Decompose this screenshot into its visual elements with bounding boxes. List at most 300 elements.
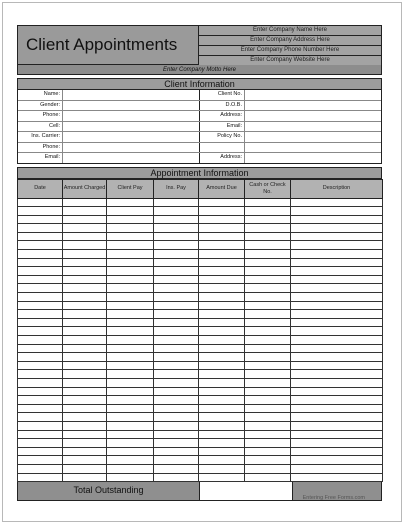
- client-no-label: Client No.: [200, 90, 245, 100]
- table-cell[interactable]: [18, 387, 63, 396]
- table-cell[interactable]: [154, 404, 199, 413]
- table-row: [18, 267, 383, 276]
- table-cell[interactable]: [154, 387, 199, 396]
- table-cell[interactable]: [291, 232, 383, 241]
- dob-field[interactable]: [245, 101, 381, 111]
- table-cell[interactable]: [107, 353, 154, 362]
- client-no-field[interactable]: [245, 90, 381, 100]
- form-title: Client Appointments: [18, 26, 199, 64]
- table-cell[interactable]: [245, 404, 291, 413]
- table-cell[interactable]: [18, 318, 63, 327]
- table-cell[interactable]: [107, 327, 154, 336]
- table-cell[interactable]: [18, 439, 63, 448]
- table-cell[interactable]: [245, 267, 291, 276]
- table-cell[interactable]: [291, 327, 383, 336]
- table-cell[interactable]: [291, 293, 383, 302]
- table-cell[interactable]: [245, 387, 291, 396]
- table-cell[interactable]: [107, 387, 154, 396]
- table-cell[interactable]: [291, 387, 383, 396]
- table-cell[interactable]: [107, 232, 154, 241]
- table-cell[interactable]: [63, 473, 107, 482]
- table-cell[interactable]: [18, 267, 63, 276]
- table-cell[interactable]: [291, 396, 383, 405]
- table-row: [18, 430, 383, 439]
- table-row: [18, 456, 383, 465]
- table-cell[interactable]: [154, 361, 199, 370]
- appointment-form: [17, 25, 382, 501]
- table-cell[interactable]: [291, 318, 383, 327]
- table-cell[interactable]: [107, 215, 154, 224]
- table-cell[interactable]: [291, 413, 383, 422]
- table-row: [18, 250, 383, 259]
- table-cell[interactable]: [199, 430, 245, 439]
- table-row: [18, 447, 383, 456]
- table-row: [18, 439, 383, 448]
- table-cell[interactable]: [63, 224, 107, 233]
- table-cell[interactable]: [245, 224, 291, 233]
- table-cell[interactable]: [63, 430, 107, 439]
- table-cell[interactable]: [291, 215, 383, 224]
- table-cell[interactable]: [18, 370, 63, 379]
- table-cell[interactable]: [107, 336, 154, 345]
- client-info-row: [18, 143, 381, 154]
- table-cell[interactable]: [18, 250, 63, 259]
- table-cell[interactable]: [245, 318, 291, 327]
- table-cell[interactable]: [107, 404, 154, 413]
- table-cell[interactable]: [107, 447, 154, 456]
- table-cell[interactable]: [199, 275, 245, 284]
- table-cell[interactable]: [245, 284, 291, 293]
- table-cell[interactable]: [63, 413, 107, 422]
- table-cell[interactable]: [291, 421, 383, 430]
- client-info-title: Client Information: [17, 78, 382, 90]
- company-phone-field[interactable]: Enter Company Phone Number Here: [199, 46, 381, 56]
- table-cell[interactable]: [63, 447, 107, 456]
- table-cell[interactable]: [18, 258, 63, 267]
- table-cell[interactable]: [18, 396, 63, 405]
- table-cell[interactable]: [199, 353, 245, 362]
- table-cell[interactable]: [199, 404, 245, 413]
- table-cell[interactable]: [154, 207, 199, 216]
- client-info-row: [18, 122, 381, 133]
- table-cell[interactable]: [245, 327, 291, 336]
- table-cell[interactable]: [154, 318, 199, 327]
- table-cell[interactable]: [63, 370, 107, 379]
- table-cell[interactable]: [107, 413, 154, 422]
- table-cell[interactable]: [107, 275, 154, 284]
- table-cell[interactable]: [18, 344, 63, 353]
- gender-field[interactable]: [63, 101, 200, 111]
- table-cell[interactable]: [291, 439, 383, 448]
- table-cell[interactable]: [245, 378, 291, 387]
- table-cell[interactable]: [18, 284, 63, 293]
- table-cell[interactable]: [63, 215, 107, 224]
- table-cell[interactable]: [199, 456, 245, 465]
- table-cell[interactable]: [63, 207, 107, 216]
- table-cell[interactable]: [107, 250, 154, 259]
- table-cell[interactable]: [18, 413, 63, 422]
- table-cell[interactable]: [154, 215, 199, 224]
- table-cell[interactable]: [18, 310, 63, 319]
- table-cell[interactable]: [63, 275, 107, 284]
- table-cell[interactable]: [199, 301, 245, 310]
- table-cell[interactable]: [154, 327, 199, 336]
- table-cell[interactable]: [18, 301, 63, 310]
- appointment-table: [17, 179, 383, 483]
- company-website-field[interactable]: Enter Company Website Here: [199, 56, 381, 65]
- table-cell[interactable]: [154, 456, 199, 465]
- table-cell[interactable]: [63, 241, 107, 250]
- table-cell[interactable]: [107, 456, 154, 465]
- table-cell[interactable]: [245, 232, 291, 241]
- table-cell[interactable]: [291, 284, 383, 293]
- ins-phone-field[interactable]: [63, 143, 200, 153]
- table-cell[interactable]: [199, 344, 245, 353]
- table-cell[interactable]: [63, 404, 107, 413]
- table-cell[interactable]: [18, 430, 63, 439]
- table-cell[interactable]: [199, 318, 245, 327]
- table-cell[interactable]: [245, 293, 291, 302]
- table-cell[interactable]: [245, 464, 291, 473]
- table-cell[interactable]: [63, 378, 107, 387]
- table-cell[interactable]: [63, 361, 107, 370]
- table-cell[interactable]: [199, 370, 245, 379]
- table-cell[interactable]: [245, 310, 291, 319]
- company-block: [199, 26, 381, 64]
- table-cell[interactable]: [107, 293, 154, 302]
- table-cell[interactable]: [199, 361, 245, 370]
- table-cell[interactable]: [245, 250, 291, 259]
- col-ins-pay: Ins. Pay: [154, 179, 199, 198]
- table-cell[interactable]: [291, 336, 383, 345]
- table-cell[interactable]: [199, 439, 245, 448]
- table-cell[interactable]: [291, 250, 383, 259]
- table-row: [18, 284, 383, 293]
- client-info-row: [18, 153, 381, 163]
- table-cell[interactable]: [245, 421, 291, 430]
- table-cell[interactable]: [107, 378, 154, 387]
- table-cell[interactable]: [18, 215, 63, 224]
- table-cell[interactable]: [199, 241, 245, 250]
- ins-email-field[interactable]: [63, 153, 200, 163]
- table-cell[interactable]: [63, 198, 107, 207]
- table-cell[interactable]: [245, 370, 291, 379]
- table-cell[interactable]: [107, 198, 154, 207]
- table-row: [18, 224, 383, 233]
- col-cash-check: Cash or Check No.: [245, 179, 291, 198]
- table-cell[interactable]: [18, 232, 63, 241]
- table-cell[interactable]: [291, 473, 383, 482]
- table-cell[interactable]: [199, 215, 245, 224]
- table-cell[interactable]: [107, 284, 154, 293]
- table-cell[interactable]: [291, 378, 383, 387]
- table-cell[interactable]: [18, 421, 63, 430]
- table-cell[interactable]: [291, 344, 383, 353]
- table-cell[interactable]: [107, 370, 154, 379]
- table-cell[interactable]: [63, 456, 107, 465]
- table-cell[interactable]: [107, 344, 154, 353]
- table-cell[interactable]: [154, 370, 199, 379]
- ins-address-field[interactable]: [245, 153, 381, 163]
- table-cell[interactable]: [199, 464, 245, 473]
- col-amount-due: Amount Due: [199, 179, 245, 198]
- table-row: [18, 198, 383, 207]
- table-cell[interactable]: [245, 241, 291, 250]
- table-cell[interactable]: [199, 336, 245, 345]
- gender-label: Gender:: [18, 101, 63, 111]
- table-row: [18, 258, 383, 267]
- appointment-rows: [18, 198, 383, 482]
- table-cell[interactable]: [107, 301, 154, 310]
- table-cell[interactable]: [154, 301, 199, 310]
- table-cell[interactable]: [154, 198, 199, 207]
- table-cell[interactable]: [199, 250, 245, 259]
- table-cell[interactable]: [199, 387, 245, 396]
- phone-label: Phone:: [18, 111, 63, 121]
- table-cell[interactable]: [107, 241, 154, 250]
- company-address-field[interactable]: Enter Company Address Here: [199, 36, 381, 46]
- client-info-row: [18, 132, 381, 143]
- table-cell[interactable]: [245, 473, 291, 482]
- table-cell[interactable]: [245, 456, 291, 465]
- table-cell[interactable]: [107, 361, 154, 370]
- table-cell[interactable]: [245, 198, 291, 207]
- table-cell[interactable]: [18, 275, 63, 284]
- ins-address-label: Address:: [200, 153, 245, 163]
- col-description: Description: [291, 179, 383, 198]
- email-label: Email:: [200, 122, 245, 132]
- table-cell[interactable]: [199, 413, 245, 422]
- table-cell[interactable]: [154, 250, 199, 259]
- table-cell[interactable]: [18, 464, 63, 473]
- table-cell[interactable]: [154, 464, 199, 473]
- table-cell[interactable]: [154, 224, 199, 233]
- appointment-info-title: Appointment Information: [17, 167, 382, 179]
- table-cell[interactable]: [154, 396, 199, 405]
- ins-blank-field[interactable]: [245, 143, 381, 153]
- table-row: [18, 387, 383, 396]
- table-cell[interactable]: [291, 430, 383, 439]
- table-cell[interactable]: [63, 258, 107, 267]
- table-cell[interactable]: [63, 327, 107, 336]
- table-cell[interactable]: [63, 396, 107, 405]
- table-cell[interactable]: [199, 293, 245, 302]
- table-cell[interactable]: [107, 464, 154, 473]
- table-cell[interactable]: [107, 318, 154, 327]
- table-cell[interactable]: [245, 413, 291, 422]
- table-row: [18, 413, 383, 422]
- table-cell[interactable]: [18, 447, 63, 456]
- table-cell[interactable]: [63, 387, 107, 396]
- table-cell[interactable]: [245, 430, 291, 439]
- table-row: [18, 421, 383, 430]
- table-cell[interactable]: [63, 267, 107, 276]
- table-cell[interactable]: [291, 275, 383, 284]
- table-cell[interactable]: [199, 284, 245, 293]
- table-cell[interactable]: [18, 361, 63, 370]
- table-cell[interactable]: [154, 378, 199, 387]
- table-cell[interactable]: [199, 232, 245, 241]
- table-cell[interactable]: [154, 353, 199, 362]
- client-info-row: [18, 101, 381, 112]
- address-field[interactable]: [245, 111, 381, 121]
- table-cell[interactable]: [18, 241, 63, 250]
- table-cell[interactable]: [291, 241, 383, 250]
- table-cell[interactable]: [107, 310, 154, 319]
- table-cell[interactable]: [199, 207, 245, 216]
- policy-no-field[interactable]: [245, 132, 381, 142]
- table-cell[interactable]: [18, 198, 63, 207]
- table-cell[interactable]: [63, 318, 107, 327]
- ins-blank-label: [200, 143, 245, 153]
- table-cell[interactable]: [199, 198, 245, 207]
- table-cell[interactable]: [107, 224, 154, 233]
- ins-email-label: Email:: [18, 153, 63, 163]
- table-cell[interactable]: [245, 361, 291, 370]
- ins-carrier-label: Ins. Carrier:: [18, 132, 63, 142]
- dob-label: D.O.B.: [200, 101, 245, 111]
- table-cell[interactable]: [291, 198, 383, 207]
- table-cell[interactable]: [245, 439, 291, 448]
- table-cell[interactable]: [18, 336, 63, 345]
- name-field[interactable]: [63, 90, 200, 100]
- table-cell[interactable]: [63, 293, 107, 302]
- table-cell[interactable]: [245, 336, 291, 345]
- table-cell[interactable]: [154, 232, 199, 241]
- table-cell[interactable]: [291, 301, 383, 310]
- table-cell[interactable]: [63, 421, 107, 430]
- table-cell[interactable]: [199, 378, 245, 387]
- table-cell[interactable]: [245, 301, 291, 310]
- cell-field[interactable]: [63, 122, 200, 132]
- table-cell[interactable]: [199, 267, 245, 276]
- table-cell[interactable]: [63, 301, 107, 310]
- table-cell[interactable]: [107, 207, 154, 216]
- table-cell[interactable]: [245, 258, 291, 267]
- table-cell[interactable]: [154, 284, 199, 293]
- table-cell[interactable]: [291, 456, 383, 465]
- table-cell[interactable]: [291, 224, 383, 233]
- table-cell[interactable]: [291, 464, 383, 473]
- table-cell[interactable]: [199, 224, 245, 233]
- name-label: Name:: [18, 90, 63, 100]
- table-cell[interactable]: [154, 430, 199, 439]
- table-cell[interactable]: [291, 404, 383, 413]
- table-cell[interactable]: [245, 207, 291, 216]
- table-cell[interactable]: [291, 267, 383, 276]
- table-cell[interactable]: [199, 310, 245, 319]
- table-cell[interactable]: [154, 447, 199, 456]
- total-outstanding-label: Total Outstanding: [18, 482, 200, 500]
- table-row: [18, 232, 383, 241]
- table-cell[interactable]: [154, 258, 199, 267]
- table-cell[interactable]: [63, 344, 107, 353]
- col-client-pay: Client Pay: [107, 179, 154, 198]
- table-cell[interactable]: [199, 473, 245, 482]
- table-cell[interactable]: [199, 327, 245, 336]
- table-cell[interactable]: [199, 396, 245, 405]
- table-cell[interactable]: [245, 215, 291, 224]
- table-cell[interactable]: [291, 370, 383, 379]
- table-cell[interactable]: [291, 361, 383, 370]
- client-info-grid: [17, 90, 382, 164]
- table-cell[interactable]: [154, 336, 199, 345]
- table-cell[interactable]: [63, 232, 107, 241]
- table-cell[interactable]: [107, 473, 154, 482]
- table-cell[interactable]: [154, 413, 199, 422]
- table-row: [18, 353, 383, 362]
- table-cell[interactable]: [245, 353, 291, 362]
- company-name-field[interactable]: Enter Company Name Here: [199, 26, 381, 36]
- table-cell[interactable]: [107, 267, 154, 276]
- table-cell[interactable]: [18, 404, 63, 413]
- table-cell[interactable]: [63, 310, 107, 319]
- table-cell[interactable]: [63, 250, 107, 259]
- company-motto-field[interactable]: Enter Company Motto Here: [17, 65, 382, 75]
- table-cell[interactable]: [63, 464, 107, 473]
- table-cell[interactable]: [18, 353, 63, 362]
- phone-field[interactable]: [63, 111, 200, 121]
- table-cell[interactable]: [291, 258, 383, 267]
- table-cell[interactable]: [18, 327, 63, 336]
- table-cell[interactable]: [154, 310, 199, 319]
- table-cell[interactable]: [154, 473, 199, 482]
- table-cell[interactable]: [199, 447, 245, 456]
- table-header-row: [18, 179, 383, 198]
- table-cell[interactable]: [18, 207, 63, 216]
- table-cell[interactable]: [245, 447, 291, 456]
- table-cell[interactable]: [291, 310, 383, 319]
- table-cell[interactable]: [291, 353, 383, 362]
- table-cell[interactable]: [63, 284, 107, 293]
- table-cell[interactable]: [63, 439, 107, 448]
- table-cell[interactable]: [107, 439, 154, 448]
- address-label: Address:: [200, 111, 245, 121]
- table-cell[interactable]: [18, 378, 63, 387]
- table-cell[interactable]: [245, 344, 291, 353]
- table-cell[interactable]: [154, 241, 199, 250]
- table-cell[interactable]: [199, 421, 245, 430]
- table-cell[interactable]: [291, 447, 383, 456]
- table-cell[interactable]: [18, 473, 63, 482]
- table-cell[interactable]: [154, 421, 199, 430]
- ins-phone-label: Phone:: [18, 143, 63, 153]
- table-row: [18, 378, 383, 387]
- email-field[interactable]: [245, 122, 381, 132]
- table-cell[interactable]: [154, 344, 199, 353]
- table-cell[interactable]: [63, 353, 107, 362]
- total-outstanding-field[interactable]: [200, 482, 293, 500]
- table-cell[interactable]: [245, 275, 291, 284]
- table-cell[interactable]: [291, 207, 383, 216]
- table-cell[interactable]: [107, 258, 154, 267]
- table-cell[interactable]: [18, 293, 63, 302]
- table-row: [18, 370, 383, 379]
- table-cell[interactable]: [154, 267, 199, 276]
- table-cell[interactable]: [154, 293, 199, 302]
- table-cell[interactable]: [199, 258, 245, 267]
- table-cell[interactable]: [154, 439, 199, 448]
- table-cell[interactable]: [107, 430, 154, 439]
- table-cell[interactable]: [18, 224, 63, 233]
- table-cell[interactable]: [154, 275, 199, 284]
- table-cell[interactable]: [107, 396, 154, 405]
- table-cell[interactable]: [18, 456, 63, 465]
- table-cell[interactable]: [63, 336, 107, 345]
- ins-carrier-field[interactable]: [63, 132, 200, 142]
- table-cell[interactable]: [107, 421, 154, 430]
- table-cell[interactable]: [245, 396, 291, 405]
